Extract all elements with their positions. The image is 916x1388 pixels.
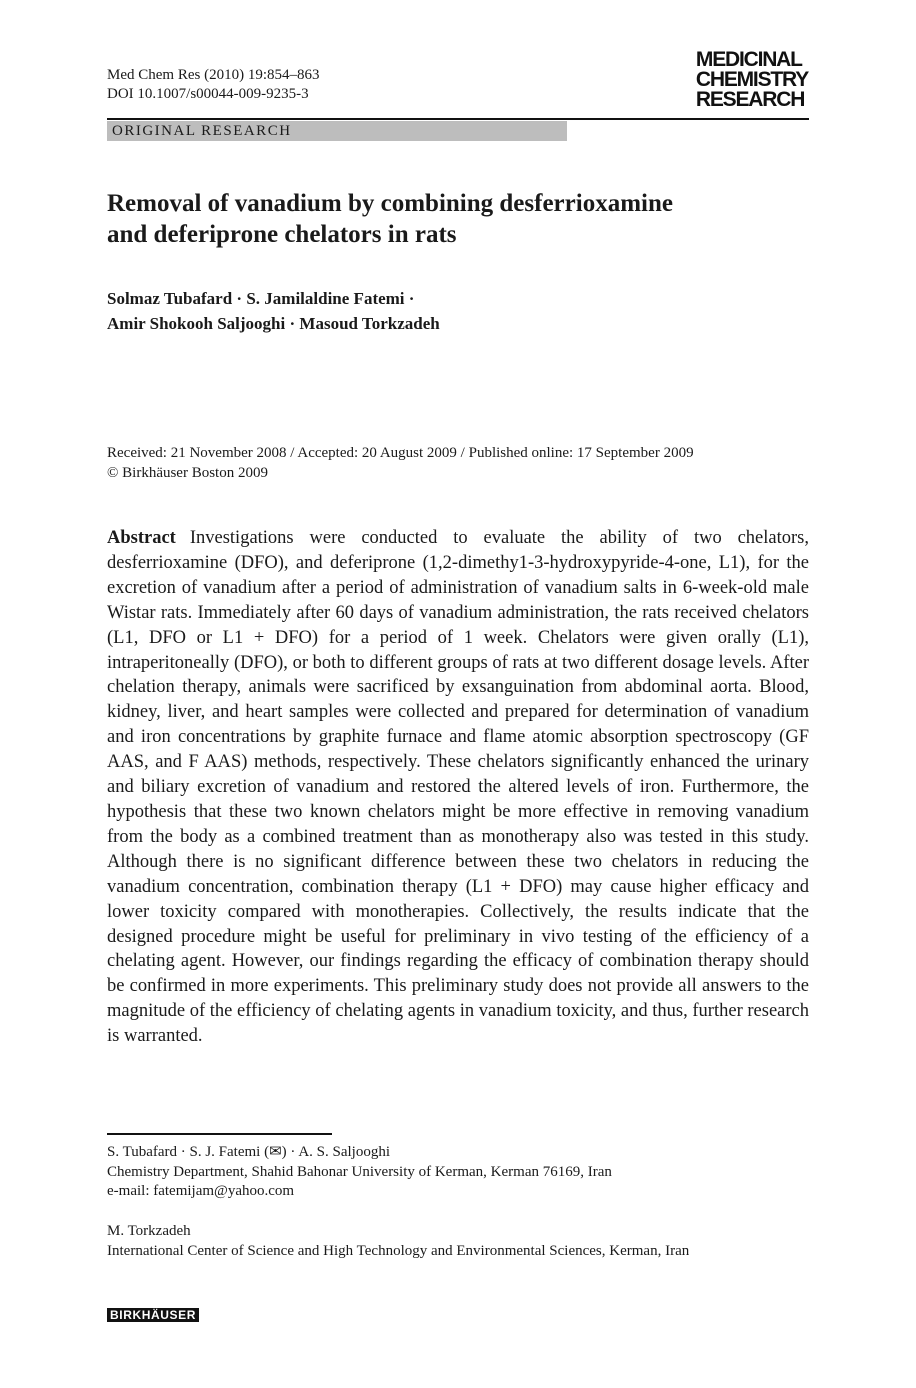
publisher-logo: BIRKHÄUSER: [107, 1308, 199, 1322]
author-line: Amir Shokooh Saljooghi · Masoud Torkzadeh: [107, 314, 440, 333]
journal-logo-line: CHEMISTRY: [695, 68, 808, 91]
affiliation-institution: International Center of Science and High Technology and Environmental Sciences, Kerman, Iran: [107, 1242, 690, 1259]
section-band: [107, 121, 567, 141]
doi: DOI 10.1007/s00044-009-9235-3: [107, 86, 309, 102]
section-label: ORIGINAL RESEARCH: [112, 123, 292, 139]
abstract-label: Abstract: [107, 528, 176, 548]
abstract: [107, 526, 809, 1049]
affiliation-names: M. Torkzadeh: [107, 1223, 191, 1239]
journal-citation: Med Chem Res (2010) 19:854–863: [107, 67, 320, 83]
abstract-text: Investigations were conducted to evaluate the ability of two chelators, desferrioxamine (DFO), and deferiprone (1,2-dimethy1-3-hydroxypyride-4-one, L1), for the excretion of vanadium after a period of administration of vanadium salts in 6-week-old male Wistar rats. Immediately after 60 days of vanadium administration, the rats received chelators (L1, DFO or L1 + DFO) for a period of 1 week. Chelators were given orally (L1), intraperitoneally (DFO), or both to different groups of rats at two different dosage levels. After chelation therapy, animals were sacrificed by exsanguination from abdominal aorta. Blood, kidney, liver, and heart samples were collected and prepared for determination of vanadium and iron concentrations by graphite furnace and flame atomic absorption spectroscopy (GF AAS, and F AAS) methods, respectively. These chelators significantly enhanced the urinary and biliary excretion of vanadium and restored the altered levels of iron. Furthermore, the hypothesis that these two known chelators might be more effective in removing vanadium from the body as a combined treatment than as monotherapy also was tested in this study. Although there is no significant difference between these two chelators in reducing the vanadium concentration, combination therapy (L1 + DFO) may cause higher efficacy and lower toxicity compared with monotherapies. Collectively, the results indicate that the designed procedure might be useful for preliminary in vivo testing of the efficiency of a chelating agent. However, our findings regarding the efficacy of combination therapy should be confirmed in more experiments. This preliminary study does not provide all answers to the magnitude of the efficiency of chelating agents in vanadium toxicity, and thus, further research is warranted.: [107, 528, 809, 1047]
header-rule: [107, 118, 809, 120]
author-line: Solmaz Tubafard · S. Jamilaldine Fatemi ·: [107, 289, 415, 308]
journal-citation-block: [107, 66, 319, 104]
journal-logo-line: MEDICINAL: [695, 48, 802, 71]
affiliation-institution: Chemistry Department, Shahid Bahonar University of Kerman, Kerman 76169, Iran: [107, 1163, 612, 1180]
publication-dates: [107, 443, 809, 483]
article-title: [107, 188, 807, 250]
copyright-line: © Birkhäuser Boston 2009: [107, 465, 268, 481]
title-line: and deferiprone chelators in rats: [107, 221, 457, 248]
journal-logo-line: RESEARCH: [695, 88, 805, 111]
author-list: [107, 286, 807, 336]
affiliation-names: S. Tubafard · S. J. Fatemi (✉) · A. S. Saljooghi: [107, 1144, 391, 1160]
journal-logo: [696, 50, 808, 110]
affiliation-1: [107, 1143, 809, 1202]
affiliation-email[interactable]: e-mail: fatemijam@yahoo.com: [107, 1183, 295, 1199]
dates-line: Received: 21 November 2008 / Accepted: 20 August 2009 / Published online: 17 September 2009: [107, 445, 694, 461]
affiliation-2: [107, 1222, 809, 1261]
footnote-rule: [107, 1133, 332, 1135]
title-line: Removal of vanadium by combining desferrioxamine: [107, 190, 673, 217]
